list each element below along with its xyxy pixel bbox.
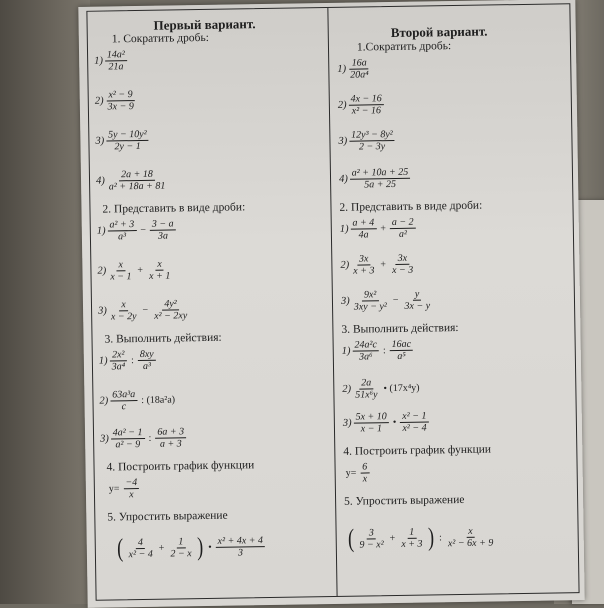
- section-4-heading: 4. Построить график функции: [106, 459, 255, 474]
- task-3-1: 1) $\frac{\text{2x²}}{\text{3a⁴}}$ : $\frac{8xy}{\text{a³}}$: [99, 349, 156, 373]
- section-5-heading: 5. Упростить выражение: [344, 493, 465, 508]
- task-2-3: 3) $\frac{x}{x - 2y}$ − $\frac{\text{4y²}}{\text{x² − 2xy}}$: [98, 298, 188, 323]
- section-1-heading: 1.Сократить дробь:: [356, 40, 452, 54]
- task-3-3: 3) $\frac{\text{4a² − 1}}{\text{a² − 9}}$ : $\frac{6a + 3}{a + 3}$: [100, 426, 186, 450]
- task-3-1: 1) $\frac{\text{24a²c}}{\text{3a⁶}}$ : $\frac{16ac}{\text{a⁵}}$: [342, 339, 414, 363]
- task-2-1: 1) $\frac{\text{a² + 3}}{\text{a³}}$ − $\frac{3 - a}{3a}$: [97, 218, 176, 242]
- variant-2-title: Второй вариант.: [390, 23, 488, 41]
- variant-1-title: Первый вариант.: [153, 16, 256, 33]
- task-4-function: y= $\frac{-4}{x}$: [107, 477, 140, 501]
- section-3-heading: 3. Выполнить действия:: [341, 322, 459, 336]
- section-2-heading: 2. Представить в виде дроби:: [339, 199, 483, 214]
- task-3-2: 2) $\frac{2a}{\text{51x⁶y}}$ • (17x⁴y): [342, 377, 420, 401]
- worksheet: [78, 0, 584, 608]
- section-1-heading: 1. Сократить дробь:: [111, 31, 209, 46]
- task-5-expression: ( $\frac{4}{\text{x² − 4}}$ + $\frac{1}{2 - x}$ ) • $\frac{\text{x² + 4x + 4}}{3}$: [116, 533, 266, 561]
- variant-1-column: [87, 8, 334, 600]
- section-3-heading: 3. Выполнить действия:: [104, 331, 222, 346]
- section-4-heading: 4. Построить график функции: [343, 443, 492, 458]
- worksheet-frame: [86, 3, 579, 601]
- task-4-function: y= $\frac{6}{x}$: [343, 461, 369, 484]
- section-2-heading: 2. Представить в виде дроби:: [102, 201, 246, 216]
- task-1-2: 2) $\frac{\text{x² − 9}}{3x - 9}$: [94, 89, 134, 113]
- task-1-3: 3) $\frac{\text{5y − 10y²}}{2y - 1}$: [95, 129, 149, 153]
- task-1-4: 4) $\frac{\text{a² + 10a + 25}}{5a + 25}$: [339, 167, 411, 191]
- task-2-2: 2) $\frac{x}{x - 1}$ + $\frac{x}{x + 1}$: [97, 258, 171, 283]
- task-1-4: 4) $\frac{2a + 18}{\text{a² + 18a + 81}}$: [95, 168, 166, 193]
- variant-2-column: [330, 4, 578, 596]
- task-1-1: 1) $\frac{16a}{\text{20a⁴}}$: [337, 57, 369, 81]
- task-1-2: 2) $\frac{4x - 16}{\text{x² − 16}}$: [338, 93, 384, 117]
- task-2-1: 1) $\frac{a + 4}{4a}$ + $\frac{a - 2}{\text{a²}}$: [340, 217, 416, 241]
- task-5-expression: ( $\frac{3}{\text{9 − x²}}$ + $\frac{1}{x + 3}$ ) : $\frac{x}{\text{x² − 6x + 9}}$: [347, 522, 494, 553]
- section-5-heading: 5. Упростить выражение: [107, 509, 228, 524]
- task-3-2: 2) $\frac{\text{63a³a}}{c}$ : (18a²a): [99, 389, 176, 413]
- wall-left: [0, 0, 90, 604]
- task-1-1: 1) $\frac{\text{14a²}}{21a}$: [94, 49, 127, 73]
- task-2-2: 2) $\frac{3x}{x + 3}$ + $\frac{3x}{x - 3}$: [340, 252, 414, 277]
- task-1-3: 3) $\frac{\text{12y³ − 8y²}}{2 - 3y}$: [338, 129, 395, 153]
- task-3-3: 3) $\frac{5x + 10}{x - 1}$ • $\frac{\text{x² − 1}}{\text{x² − 4}}$: [342, 410, 427, 435]
- task-2-3: 3) $\frac{\text{9x²}}{\text{3xy − y²}}$ − $\frac{y}{3x - y}$: [340, 288, 431, 313]
